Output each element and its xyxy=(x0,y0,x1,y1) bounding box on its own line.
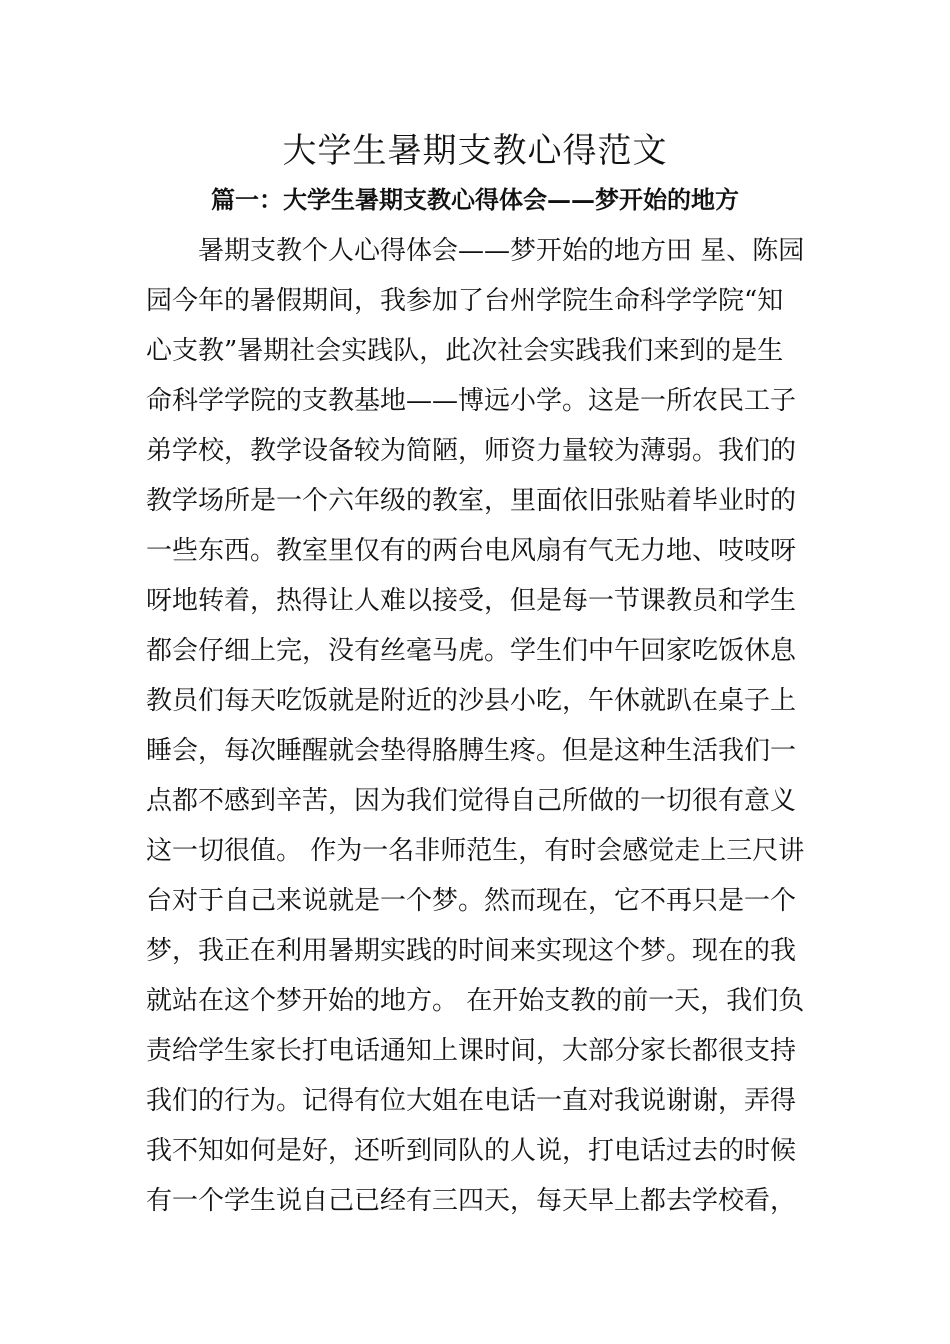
text-line: 我不知如何是好，还听到同队的人说，打电话过去的时候 xyxy=(146,1136,797,1166)
text-line: 点都不感到辛苦，因为我们觉得自己所做的一切很有意义 xyxy=(146,786,797,816)
text-line: 我们的行为。记得有位大姐在电话一直对我说谢谢，弄得 xyxy=(146,1086,797,1116)
text-line: 暑期支教个人心得体会——梦开始的地方田 星、陈园 xyxy=(198,236,805,266)
text-line: 责给学生家长打电话通知上课时间，大部分家长都很支持 xyxy=(146,1036,797,1066)
text-line: 睡会，每次睡醒就会垫得胳膊生疼。但是这种生活我们一 xyxy=(146,736,797,766)
text-line: 弟学校，教学设备较为简陋，师资力量较为薄弱。我们的 xyxy=(146,436,797,466)
text-line: 呀地转着，热得让人难以接受，但是每一节课教员和学生 xyxy=(146,586,797,616)
text-line: 心支教”暑期社会实践队，此次社会实践我们来到的是生 xyxy=(146,336,784,366)
body-paragraph xyxy=(146,226,806,1226)
text-line: 教学场所是一个六年级的教室，里面依旧张贴着毕业时的 xyxy=(146,486,797,516)
document-title: 大学生暑期支教心得范文 xyxy=(282,131,668,171)
text-line: 都会仔细上完，没有丝毫马虎。学生们中午回家吃饭休息 xyxy=(146,636,797,666)
text-line: 有一个学生说自己已经有三四天，每天早上都去学校看， xyxy=(146,1186,797,1216)
text-line: 这一切很值。 作为一名非师范生，有时会感觉走上三尺讲 xyxy=(146,836,805,866)
text-line: 梦，我正在利用暑期实践的时间来实现这个梦。现在的我 xyxy=(146,936,797,966)
document-subtitle: 篇一：大学生暑期支教心得体会——梦开始的地方 xyxy=(211,185,739,214)
text-line: 命科学学院的支教基地——博远小学。这是一所农民工子 xyxy=(146,386,797,416)
text-line: 教员们每天吃饭就是附近的沙县小吃，午休就趴在桌子上 xyxy=(146,686,797,716)
text-line: 一些东西。教室里仅有的两台电风扇有气无力地、吱吱呀 xyxy=(146,536,797,566)
text-line: 台对于自己来说就是一个梦。然而现在，它不再只是一个 xyxy=(146,886,797,916)
text-line: 就站在这个梦开始的地方。 在开始支教的前一天，我们负 xyxy=(146,986,805,1016)
text-line: 园今年的暑假期间，我参加了台州学院生命科学学院“知 xyxy=(146,286,784,316)
